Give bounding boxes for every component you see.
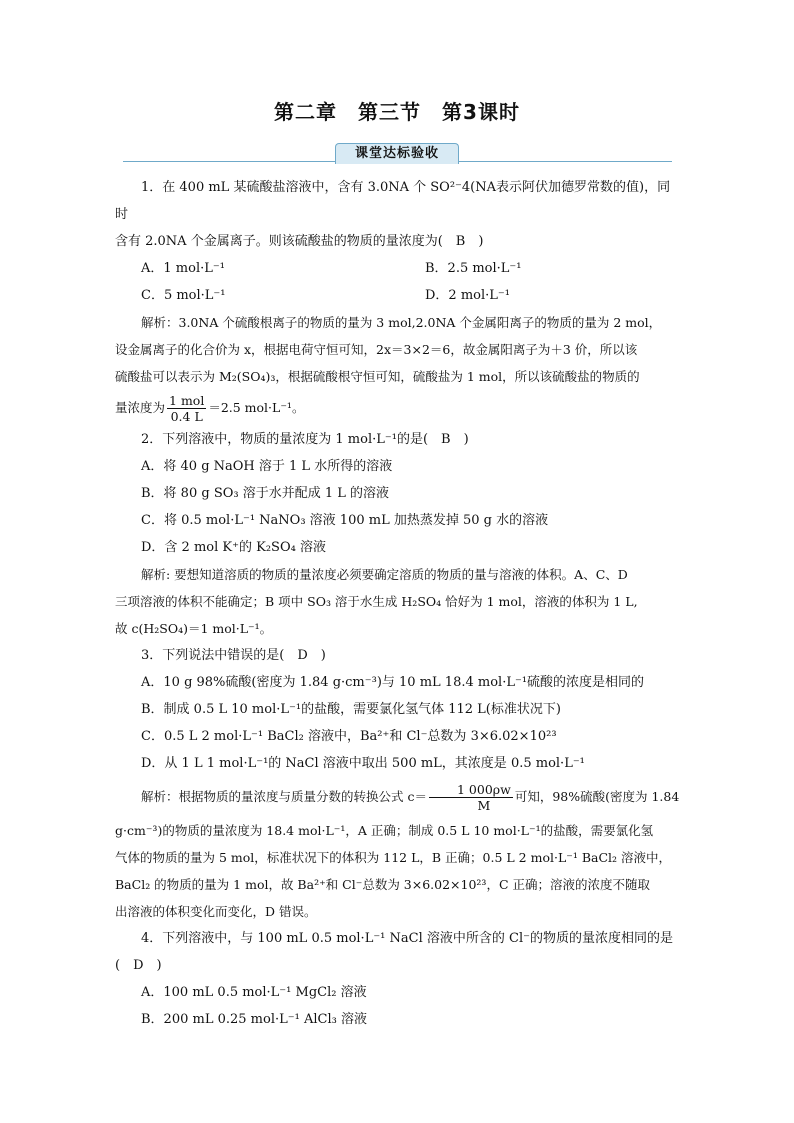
- q1-stem-line2: 含有 2.0NA 个金属离子。则该硫酸盐的物质的量浓度为( B ): [115, 234, 484, 249]
- q1-analysis-result: ＝2.5 mol·L⁻¹。: [208, 400, 305, 415]
- q4-stem-line2: ( D ): [115, 958, 162, 973]
- q3-fraction-denominator: M: [477, 798, 491, 813]
- document-body: [115, 174, 683, 1033]
- q1-fraction: [167, 393, 206, 424]
- q2-analysis-line2: 三项溶液的体积不能确定；B 项中 SO₃ 溶于水生成 H₂SO₄ 恰好为 1 mol，溶液的体积为 1 L,: [115, 594, 638, 609]
- q2-option-a: A．将 40 g NaOH 溶于 1 L 水所得的溶液: [141, 459, 393, 474]
- q1-option-b: B．2.5 mol·L⁻¹: [425, 261, 522, 276]
- q1-analysis-line4: [115, 390, 683, 426]
- q2-option-d: D．含 2 mol K⁺的 K₂SO₄ 溶液: [141, 540, 326, 555]
- q4-option-a: A．100 mL 0.5 mol·L⁻¹ MgCl₂ 溶液: [141, 985, 367, 1000]
- q4-option-b: B．200 mL 0.25 mol·L⁻¹ AlCl₃ 溶液: [141, 1012, 367, 1027]
- q3-option-a: A．10 g 98%硫酸(密度为 1.84 g·cm⁻³)与 10 mL 18.4 mol·L⁻¹硫酸的浓度是相同的: [141, 675, 645, 690]
- q1-analysis-prefix: 量浓度为: [115, 400, 166, 415]
- q3-fraction: [429, 782, 513, 813]
- q3-analysis-line5: 出溶液的体积变化而变化，D 错误。: [115, 904, 317, 919]
- q3-analysis-line4: BaCl₂ 的物质的量为 1 mol，故 Ba²⁺和 Cl⁻总数为 3×6.02×10²³，C 正确；溶液的浓度不随取: [115, 877, 650, 892]
- q2-option-b: B．将 80 g SO₃ 溶于水并配成 1 L 的溶液: [141, 486, 390, 501]
- q3-option-d: D．从 1 L 1 mol·L⁻¹的 NaCl 溶液中取出 500 mL，其浓度是 0.5 mol·L⁻¹: [141, 756, 585, 771]
- q3-analysis-line3: 气体的物质的量为 5 mol，标准状况下的体积为 112 L，B 正确；0.5 L 2 mol·L⁻¹ BaCl₂ 溶液中，: [115, 850, 672, 865]
- q3-fraction-numerator: 1 000ρw: [429, 782, 513, 798]
- section-tag: 课堂达标验收: [335, 143, 459, 164]
- q3-option-b: B．制成 0.5 L 10 mol·L⁻¹的盐酸，需要氯化氢气体 112 L(标准状况下): [141, 702, 561, 717]
- q1-options-row1: [115, 255, 683, 282]
- q3-analysis-prefix: 解析：根据物质的量浓度与质量分数的转换公式 c＝: [141, 789, 427, 804]
- q1-analysis-line1: 解析：3.0NA 个硫酸根离子的物质的量为 3 mol,2.0NA 个金属阳离子的物质的量为 2 mol，: [141, 315, 662, 330]
- q2-stem: 2．下列溶液中，物质的量浓度为 1 mol·L⁻¹的是( B ): [141, 432, 469, 447]
- q1-option-d: D．2 mol·L⁻¹: [425, 288, 510, 303]
- q3-option-c: C．0.5 L 2 mol·L⁻¹ BaCl₂ 溶液中，Ba²⁺和 Cl⁻总数为 3×6.02×10²³: [141, 729, 557, 744]
- q1-fraction-denominator: 0.4 L: [170, 409, 203, 424]
- q1-option-a: A．1 mol·L⁻¹: [141, 261, 225, 276]
- q1-analysis-line3: 硫酸盐可以表示为 M₂(SO₄)₃，根据硫酸根守恒可知，硫酸盐为 1 mol，所以该硫酸盐的物质的: [115, 369, 640, 384]
- q1-stem-line1: 1．在 400 mL 某硫酸盐溶液中，含有 3.0NA 个 SO²⁻4(NA表示阿伏加德罗常数的值)，同时: [115, 180, 671, 222]
- q3-stem: 3．下列说法中错误的是( D ): [141, 648, 326, 663]
- q2-option-c: C．将 0.5 mol·L⁻¹ NaNO₃ 溶液 100 mL 加热蒸发掉 50 g 水的溶液: [141, 513, 549, 528]
- q1-option-c: C．5 mol·L⁻¹: [141, 288, 226, 303]
- q2-analysis-line1: 解析: 要想知道溶质的物质的量浓度必须要确定溶质的物质的量与溶液的体积。A、C、D: [141, 567, 628, 582]
- q3-analysis-line1: [115, 777, 683, 817]
- q1-analysis-line2: 设金属离子的化合价为 x，根据电荷守恒可知，2x＝3×2＝6，故金属阳离子为＋3 价，所以该: [115, 342, 638, 357]
- page-title: 第二章 第三节 第3课时: [274, 100, 520, 124]
- q1-fraction-numerator: 1 mol: [169, 393, 205, 408]
- q4-stem-line1: 4．下列溶液中，与 100 mL 0.5 mol·L⁻¹ NaCl 溶液中所含的 Cl⁻的物质的量浓度相同的是: [141, 931, 673, 946]
- q3-analysis-suffix: 可知，98%硫酸(密度为 1.84: [514, 789, 680, 804]
- q1-options-row2: [115, 282, 683, 309]
- q2-analysis-line3: 故 c(H₂SO₄)＝1 mol·L⁻¹。: [115, 621, 273, 636]
- q3-analysis-line2: g·cm⁻³)的物质的量浓度为 18.4 mol·L⁻¹，A 正确；制成 0.5 L 10 mol·L⁻¹的盐酸，需要氯化氢: [115, 823, 654, 838]
